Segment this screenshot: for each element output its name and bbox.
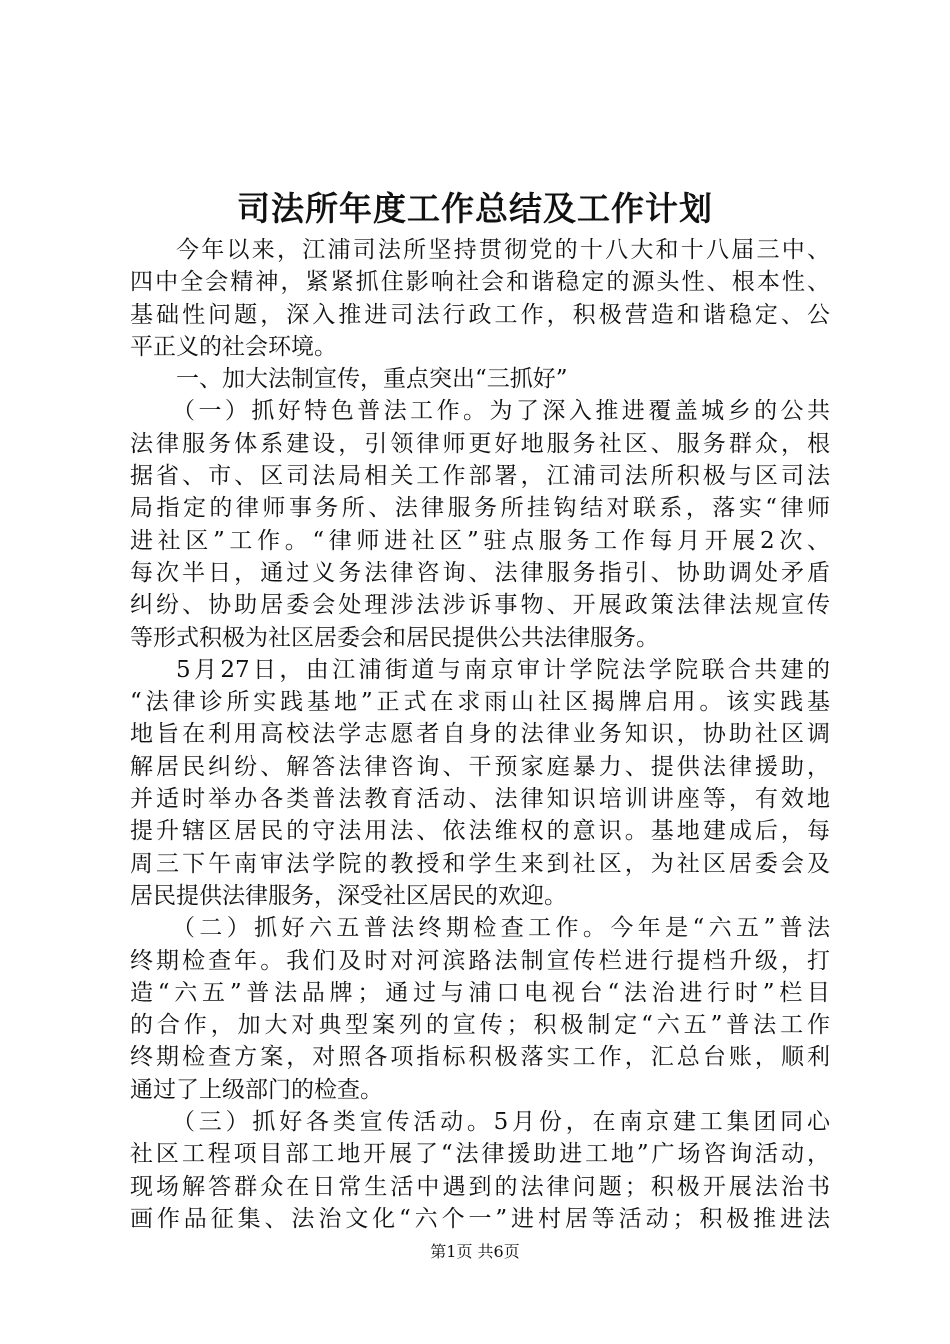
body-line: 据省、市、区司法局相关工作部署，江浦司法所积极与区司法 xyxy=(130,463,830,490)
body-line: 5月27日，由江浦街道与南京审计学院法学院联合共建的 xyxy=(176,656,830,683)
body-line: 现场解答群众在日常生活中遇到的法律问题；积极开展法治书 xyxy=(130,1173,830,1200)
body-line: 进社区”工作。“律师进社区”驻点服务工作每月开展2次、 xyxy=(130,527,830,554)
body-line: 社区工程项目部工地开展了“法律援助进工地”广场咨询活动， xyxy=(130,1141,830,1168)
body-line: 通过了上级部门的检查。 xyxy=(130,1076,383,1103)
body-line: 周三下午南审法学院的教授和学生来到社区，为社区居委会及 xyxy=(130,850,830,877)
body-line: 今年以来，江浦司法所坚持贯彻党的十八大和十八届三中、 xyxy=(176,237,830,263)
body-line: 局指定的律师事务所、法律服务所挂钩结对联系，落实“律师 xyxy=(130,495,830,522)
body-line: 四中全会精神，紧紧抓住影响社会和谐稳定的源头性、根本性、 xyxy=(130,269,830,296)
body-line: 并适时举办各类普法教育活动、法律知识培训讲座等，有效地 xyxy=(130,786,830,813)
body-line: 的合作，加大对典型案列的宣传；积极制定“六五”普法工作 xyxy=(130,1012,830,1039)
body-line: 提升辖区居民的守法用法、依法维权的意识。基地建成后，每 xyxy=(130,818,830,845)
body-line: 居民提供法律服务，深受社区居民的欢迎。 xyxy=(130,882,567,909)
body-line: 造“六五”普法品牌；通过与浦口电视台“法治进行时”栏目 xyxy=(130,979,830,1006)
document-title: 司法所年度工作总结及工作计划 xyxy=(237,189,713,228)
body-line: 平正义的社会环境。 xyxy=(130,333,337,360)
body-line: （三）抓好各类宣传活动。5月份，在南京建工集团同心 xyxy=(172,1109,830,1136)
body-line: 解居民纠纷、解答法律咨询、干预家庭暴力、提供法律援助， xyxy=(130,753,830,780)
body-line: （二）抓好六五普法终期检查工作。今年是“六五”普法 xyxy=(172,915,830,942)
body-line: 基础性问题，深入推进司法行政工作，积极营造和谐稳定、公 xyxy=(130,301,830,328)
document-body xyxy=(130,234,830,1235)
body-line: 终期检查年。我们及时对河滨路法制宣传栏进行提档升级，打 xyxy=(130,947,830,974)
body-line: 等形式积极为社区居委会和居民提供公共法律服务。 xyxy=(130,624,659,651)
section-heading: 一、加大法制宣传，重点突出“三抓好” xyxy=(176,366,568,393)
body-line: 画作品征集、法治文化“六个一”进村居等活动；积极推进法 xyxy=(130,1205,830,1232)
body-line: 每次半日，通过义务法律咨询、法律服务指引、协助调处矛盾 xyxy=(130,559,830,586)
body-line: 法律服务体系建设，引领律师更好地服务社区、服务群众，根 xyxy=(130,430,830,457)
page-number: 第1页 共6页 xyxy=(430,1242,520,1261)
body-line: 终期检查方案，对照各项指标积极落实工作，汇总台账，顺利 xyxy=(130,1044,830,1071)
body-line: 纠纷、协助居委会处理涉法涉诉事物、开展政策法律法规宣传 xyxy=(130,592,830,619)
body-line: “法律诊所实践基地”正式在求雨山社区揭牌启用。该实践基 xyxy=(130,689,830,716)
body-line: （一）抓好特色普法工作。为了深入推进覆盖城乡的公共 xyxy=(172,398,830,425)
body-line: 地旨在利用高校法学志愿者自身的法律业务知识，协助社区调 xyxy=(130,721,830,748)
